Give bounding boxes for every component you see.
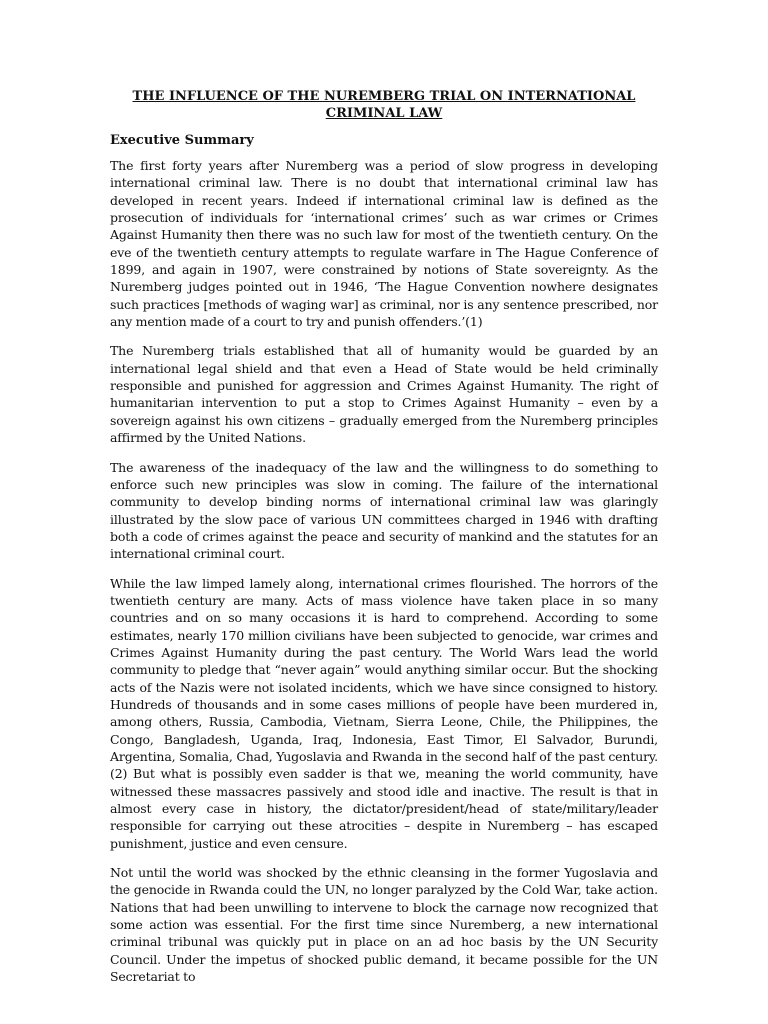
paragraph-4: While the law limped lamely along, international crimes flourished. The horrors of the twentieth century are many. Acts of mass violence have taken place in so many countries and on so many occasions it is hard to comprehend. According to some estimates, nearly 170 million civilians have been subjected to genocide, war crimes and Crimes Against Humanity during the past century. The World Wars lead the world community to pledge that “never again” would anything similar occur. But the shocking acts of the Nazis were not isolated incidents, which we have since consigned to history. Hundreds of thousands and in some cases millions of people have been murdered in, among others, Russia, Cambodia, Vietnam, Sierra Leone, Chile, the Philippines, the Congo, Bangladesh, Uganda, Iraq, Indonesia, East Timor, El Salvador, Burundi, Argentina, Somalia, Chad, Yugoslavia and Rwanda in the second half of the past century.(2) But what is possibly even sadder is that we, meaning the world community, have witnessed these massacres passively and stood idle and inactive. The result is that in almost every case in history, the dictator/president/head of state/military/leader responsible for carrying out these atrocities – despite in Nuremberg – has escaped punishment, justice and even censure. <box>110 575 658 851</box>
paragraph-1: The first forty years after Nuremberg was a period of slow progress in developing international criminal law. There is no doubt that international criminal law has developed in recent years. Indeed if international criminal law is defined as the prosecution of individuals for ‘international crimes’ such as war crimes or Crimes Against Humanity then there was no such law for most of the twentieth century. On the eve of the twentieth century attempts to regulate warfare in The Hague Conference of 1899, and again in 1907, were constrained by notions of State sovereignty. As the Nuremberg judges pointed out in 1946, ‘The Hague Convention nowhere designates such practices [methods of waging war] as criminal, nor is any sentence prescribed, nor any mention made of a court to try and punish offenders.’(1) <box>110 158 658 330</box>
section-heading-executive-summary: Executive Summary <box>110 133 254 148</box>
paragraph-5: Not until the world was shocked by the ethnic cleansing in the former Yugoslavia and the genocide in Rwanda could the UN, no longer paralyzed by the Cold War, take action. Nations that had been unwilling to intervene to block the carnage now recognized that some action was essential. For the first time since Nuremberg, a new international criminal tribunal was quickly put in place on an ad hoc basis by the UN Security Council. Under the impetus of shocked public demand, it became possible for the UN Secretariat to <box>110 865 658 985</box>
document-title: THE INFLUENCE OF THE NUREMBERG TRIAL ON INTERNATIONAL CRIMINAL LAW <box>132 89 636 121</box>
document-page <box>110 88 658 985</box>
paragraph-2: The Nuremberg trials established that all of humanity would be guarded by an international legal shield and that even a Head of State would be held criminally responsible and punished for aggression and Crimes Against Humanity. The right of humanitarian intervention to put a stop to Crimes Against Humanity – even by a sovereign against his own citizens – gradually emerged from the Nuremberg principles affirmed by the United Nations. <box>110 343 658 446</box>
paragraph-3: The awareness of the inadequacy of the law and the willingness to do something to enforce such new principles was slow in coming. The failure of the international community to develop binding norms of international criminal law was glaringly illustrated by the slow pace of various UN committees charged in 1946 with drafting both a code of crimes against the peace and security of mankind and the statutes for an international criminal court. <box>110 459 658 562</box>
